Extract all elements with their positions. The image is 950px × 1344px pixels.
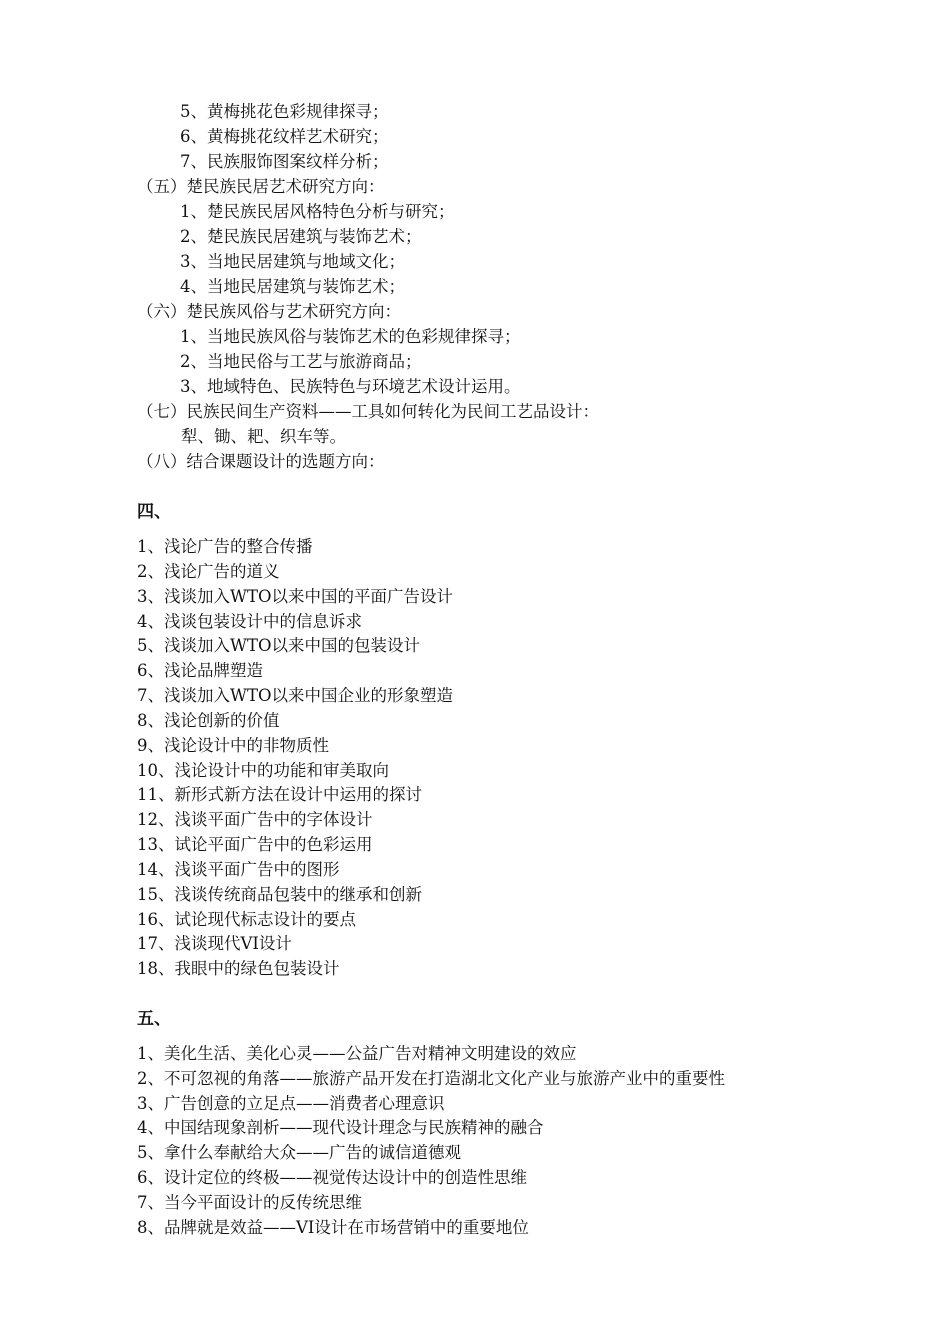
- list-item: 5、拿什么奉献给大众——广告的诚信道德观: [137, 1143, 461, 1162]
- list-item: 8、品牌就是效益——VI设计在市场营销中的重要地位: [137, 1218, 529, 1237]
- list-item: 4、中国结现象剖析——现代设计理念与民族精神的融合: [137, 1118, 544, 1137]
- subsection-title: （六）楚民族风俗与艺术研究方向：: [137, 302, 401, 321]
- list-item: 2、当地民俗与工艺与旅游商品；: [180, 352, 422, 371]
- list-item: 1、美化生活、美化心灵——公益广告对精神文明建设的效应: [137, 1044, 577, 1063]
- list-item: 12、浅谈平面广告中的字体设计: [137, 810, 373, 829]
- list-item: 10、浅论设计中的功能和审美取向: [137, 761, 389, 780]
- list-item: 6、设计定位的终极——视觉传达设计中的创造性思维: [137, 1168, 527, 1187]
- list-item: 3、地域特色、民族特色与环境艺术设计运用。: [180, 377, 521, 396]
- list-item: 5、浅谈加入WTO以来中国的包装设计: [137, 636, 420, 655]
- list-item: 13、试论平面广告中的色彩运用: [137, 835, 373, 854]
- list-item: 1、当地民族风俗与装饰艺术的色彩规律探寻；: [180, 327, 521, 346]
- list-item: 6、黄梅挑花纹样艺术研究；: [180, 127, 389, 146]
- list-item: 15、浅谈传统商品包装中的继承和创新: [137, 885, 422, 904]
- list-item: 7、当今平面设计的反传统思维: [137, 1193, 362, 1212]
- list-item: 1、浅论广告的整合传播: [137, 537, 313, 556]
- list-item: 3、广告创意的立足点——消费者心理意识: [137, 1094, 445, 1113]
- list-item: 8、浅论创新的价值: [137, 711, 280, 730]
- list-item: 6、浅论品牌塑造: [137, 661, 263, 680]
- list-item: 7、民族服饰图案纹样分析；: [180, 152, 389, 171]
- subsection-continuation: 犁、锄、耙、织车等。: [181, 427, 346, 446]
- section-heading: 四、: [137, 502, 171, 522]
- list-item: 7、浅谈加入WTO以来中国企业的形象塑造: [137, 686, 453, 705]
- list-item: 2、楚民族民居建筑与装饰艺术；: [180, 227, 422, 246]
- list-item: 2、不可忽视的角落——旅游产品开发在打造湖北文化产业与旅游产业中的重要性: [137, 1069, 725, 1088]
- list-item: 1、楚民族民居风格特色分析与研究；: [180, 202, 455, 221]
- list-item: 4、浅谈包装设计中的信息诉求: [137, 612, 362, 631]
- list-item: 3、当地民居建筑与地域文化；: [180, 252, 405, 271]
- subsection-title: （八）结合课题设计的选题方向：: [137, 452, 385, 471]
- list-item: 16、试论现代标志设计的要点: [137, 910, 356, 929]
- list-item: 3、浅谈加入WTO以来中国的平面广告设计: [137, 587, 453, 606]
- subsection-title: （七）民族民间生产资料——工具如何转化为民间工艺品设计：: [137, 402, 599, 421]
- list-item: 18、我眼中的绿色包装设计: [137, 959, 340, 978]
- list-item: 11、新形式新方法在设计中运用的探讨: [137, 785, 422, 804]
- section-heading: 五、: [137, 1009, 171, 1029]
- list-item: 4、当地民居建筑与装饰艺术；: [180, 277, 405, 296]
- list-item: 2、浅论广告的道义: [137, 562, 280, 581]
- list-item: 14、浅谈平面广告中的图形: [137, 860, 340, 879]
- list-item: 17、浅谈现代VI设计: [137, 934, 292, 953]
- list-item: 9、浅论设计中的非物质性: [137, 736, 329, 755]
- subsection-title: （五）楚民族民居艺术研究方向：: [137, 177, 385, 196]
- list-item: 5、黄梅挑花色彩规律探寻；: [180, 102, 389, 121]
